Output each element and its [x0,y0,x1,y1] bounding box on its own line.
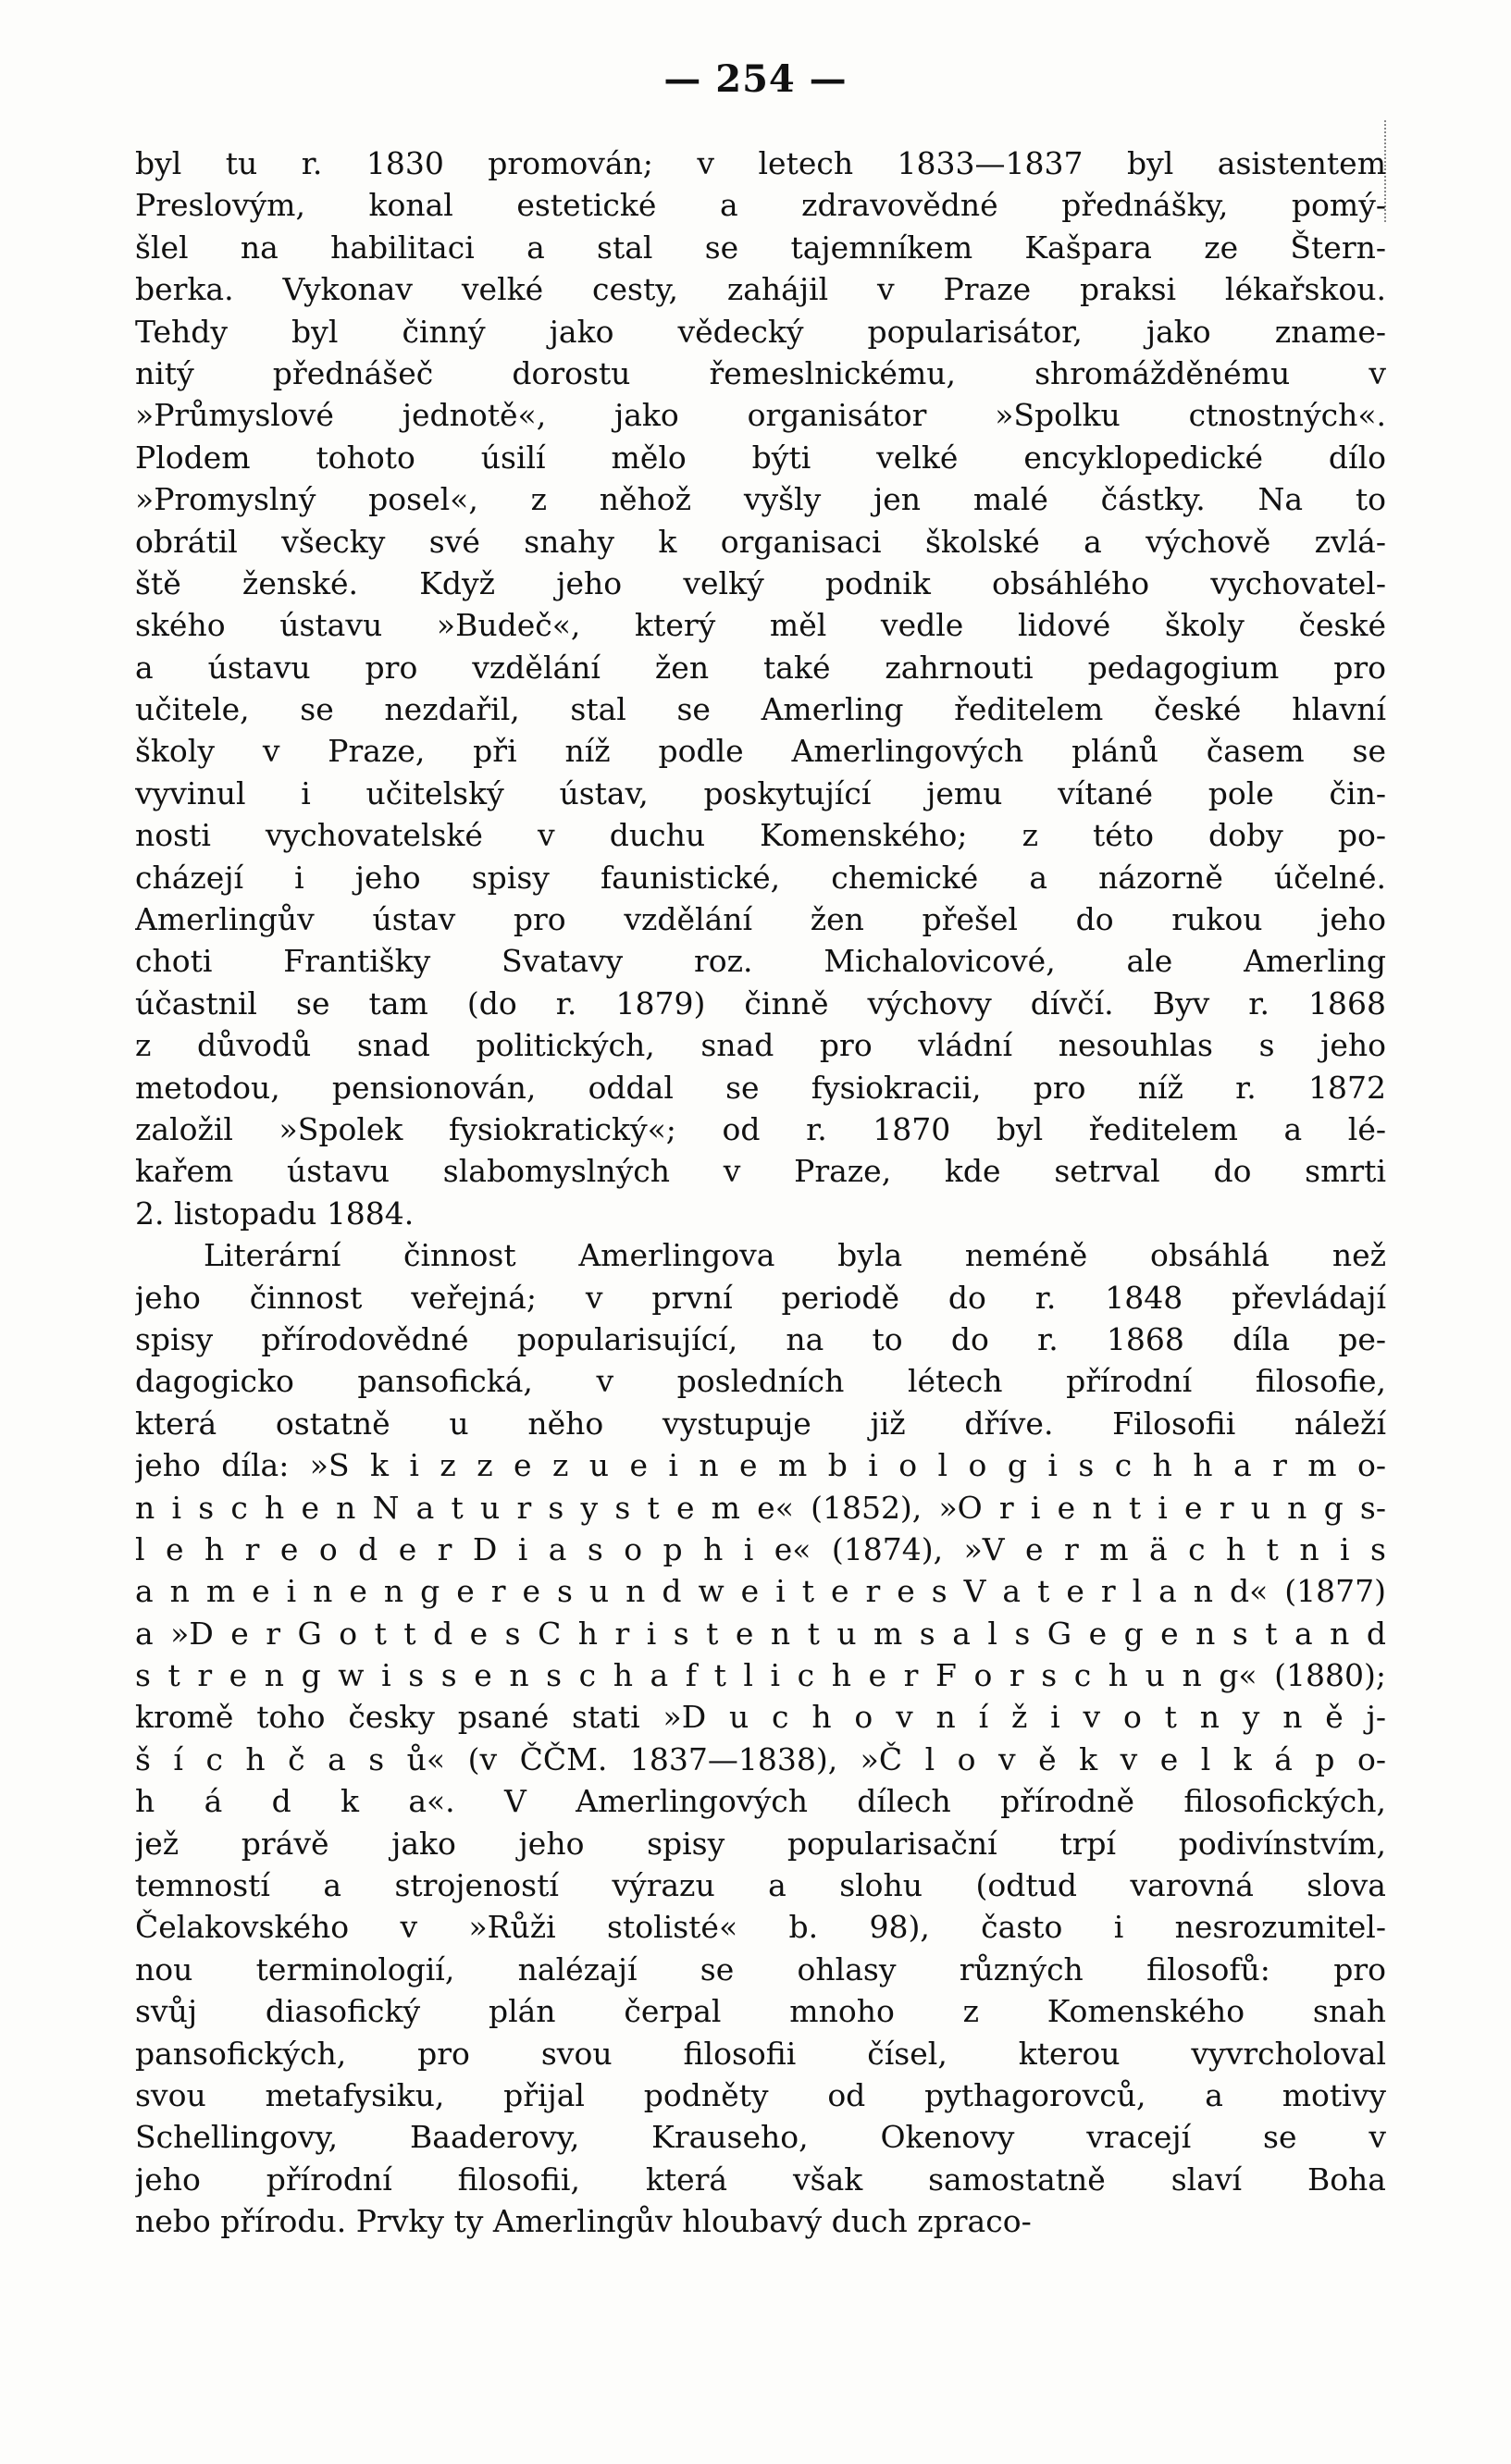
text-line: která ostatně u něho vystupuje již dříve. Filosofii náleží [135,1405,1386,1442]
text-line: n i s c h e n N a t u r s y s t e m e« (1852), »O r i e n t i e r u n g s- [135,1489,1386,1526]
text-line: nebo přírodu. Prvky ty Amerlingův hloubavý duch zpraco- [135,2203,1032,2240]
text-line: školy v Praze, při níž podle Amerlingových plánů časem se [135,733,1386,770]
text-line: účastnil se tam (do r. 1879) činně výchovy dívčí. Byv r. 1868 [135,984,1386,1022]
text-line: 2. listopadu 1884. [135,1195,415,1232]
text-line: jež právě jako jeho spisy popularisační trpí podivínstvím, [135,1825,1386,1862]
text-line: Tehdy byl činný jako vědecký popularisátor, jako zname- [135,313,1386,350]
text-line: kromě toho česky psané stati »D u c h o v n í ž i v o t n y n ě j- [135,1699,1386,1736]
text-line: nitý přednášeč dorostu řemeslnickému, shromážděnému v [135,354,1386,391]
text-line: h á d k a«. V Amerlingových dílech přírodně filosofických, [135,1783,1386,1820]
text-line: byl tu r. 1830 promován; v letech 1833—1837 byl asistentem [135,145,1386,181]
text-line: Amerlingův ústav pro vzdělání žen přešel do rukou jeho [135,901,1386,938]
text-line: Schellingovy, Baaderovy, Krauseho, Okenovy vracejí se v [135,2119,1386,2156]
text-line: »Průmyslové jednotě«, jako organisátor »Spolku ctnostných«. [135,397,1386,434]
text-line: temností a strojeností výrazu a slohu (odtud varovná slova [135,1867,1386,1904]
text-line: ského ústavu »Budeč«, který měl vedle lidové školy české [135,607,1386,644]
text-line: ště ženské. Když jeho velký podnik obsáhlého vychovatel- [135,564,1386,601]
page-number: — 254 — [663,57,848,101]
text-line: spisy přírodovědné popularisující, na to do r. 1868 díla pe- [135,1320,1386,1357]
text-line: a ústavu pro vzdělání žen také zahrnouti pedagogium pro [135,649,1386,686]
text-line: dagogicko pansofická, v posledních létech přírodní filosofie, [135,1363,1386,1400]
text-line: Preslovým, konal estetické a zdravovědné přednášky, pomý- [135,187,1386,224]
text-line: pansofických, pro svou filosofii čísel, kterou vyvrcholoval [135,2035,1386,2072]
text-line: učitele, se nezdařil, stal se Amerling ředitelem české hlavní [135,691,1386,728]
text-line: vyvinul i učitelský ústav, poskytující jemu vítané pole čin- [135,774,1386,811]
text-line: šlel na habilitaci a stal se tajemníkem Kašpara ze Štern- [135,229,1386,266]
text-line: Plodem tohoto úsilí mělo býti velké encyklopedické dílo [135,439,1386,476]
text-line: a n m e i n e n g e r e s u n d w e i t e r e s V a t e r l a n d« (1877) [135,1573,1386,1610]
text-line: Literární činnost Amerlingova byla neméně obsáhlá než [204,1237,1386,1274]
text-line: s t r e n g w i s s e n s c h a f t l i c h e r F o r s c h u n g« (1880); [135,1657,1386,1694]
text-line: »Promyslný posel«, z něhož vyšly jen malé částky. Na to [135,481,1386,518]
text-line: Čelakovského v »Růži stolisté« b. 98), často i nesrozumitel- [135,1909,1386,1946]
text-line: založil »Spolek fysiokratický«; od r. 1870 byl ředitelem a lé- [135,1110,1386,1147]
text-line: choti Františky Svatavy roz. Michalovicové, ale Amerling [135,943,1386,980]
text-line: svou metafysiku, přijal podněty od pythagorovců, a motivy [135,2076,1386,2113]
text-line: š í c h č a s ů« (v ČČM. 1837—1838), »Č l o v ě k v e l k á p o- [135,1740,1386,1777]
text-line: jeho díla: »S k i z z e z u e i n e m b i o l o g i s c h h a r m o- [135,1447,1386,1484]
text-line: z důvodů snad politických, snad pro vládní nesouhlas s jeho [135,1027,1386,1064]
text-line: svůj diasofický plán čerpal mnoho z Komenského snah [135,1993,1386,2030]
text-line: nou terminologií, nalézají se ohlasy různých filosofů: pro [135,1950,1386,1987]
text-line: l e h r e o d e r D i a s o p h i e« (1874), »V e r m ä c h t n i s [135,1530,1386,1567]
text-line: kařem ústavu slabomyslných v Praze, kde setrval do smrti [135,1153,1386,1190]
text-line: a »D e r G o t t d e s C h r i s t e n t u m s a l s G e g e n s t a n d [135,1615,1386,1652]
body-text [135,142,1386,2243]
text-line: nosti vychovatelské v duchu Komenského; z této doby po- [135,817,1386,854]
text-line: metodou, pensionován, oddal se fysiokracii, pro níž r. 1872 [135,1069,1386,1106]
text-line: jeho činnost veřejná; v první periodě do r. 1848 převládají [135,1279,1386,1316]
text-line: obrátil všecky své snahy k organisaci školské a výchově zvlá- [135,523,1386,560]
text-line: cházejí i jeho spisy faunistické, chemické a názorně účelné. [135,859,1386,896]
text-line: jeho přírodní filosofii, která však samostatně slaví Boha [135,2161,1386,2198]
text-line: berka. Vykonav velké cesty, zahájil v Praze praksi lékařskou. [135,271,1386,308]
